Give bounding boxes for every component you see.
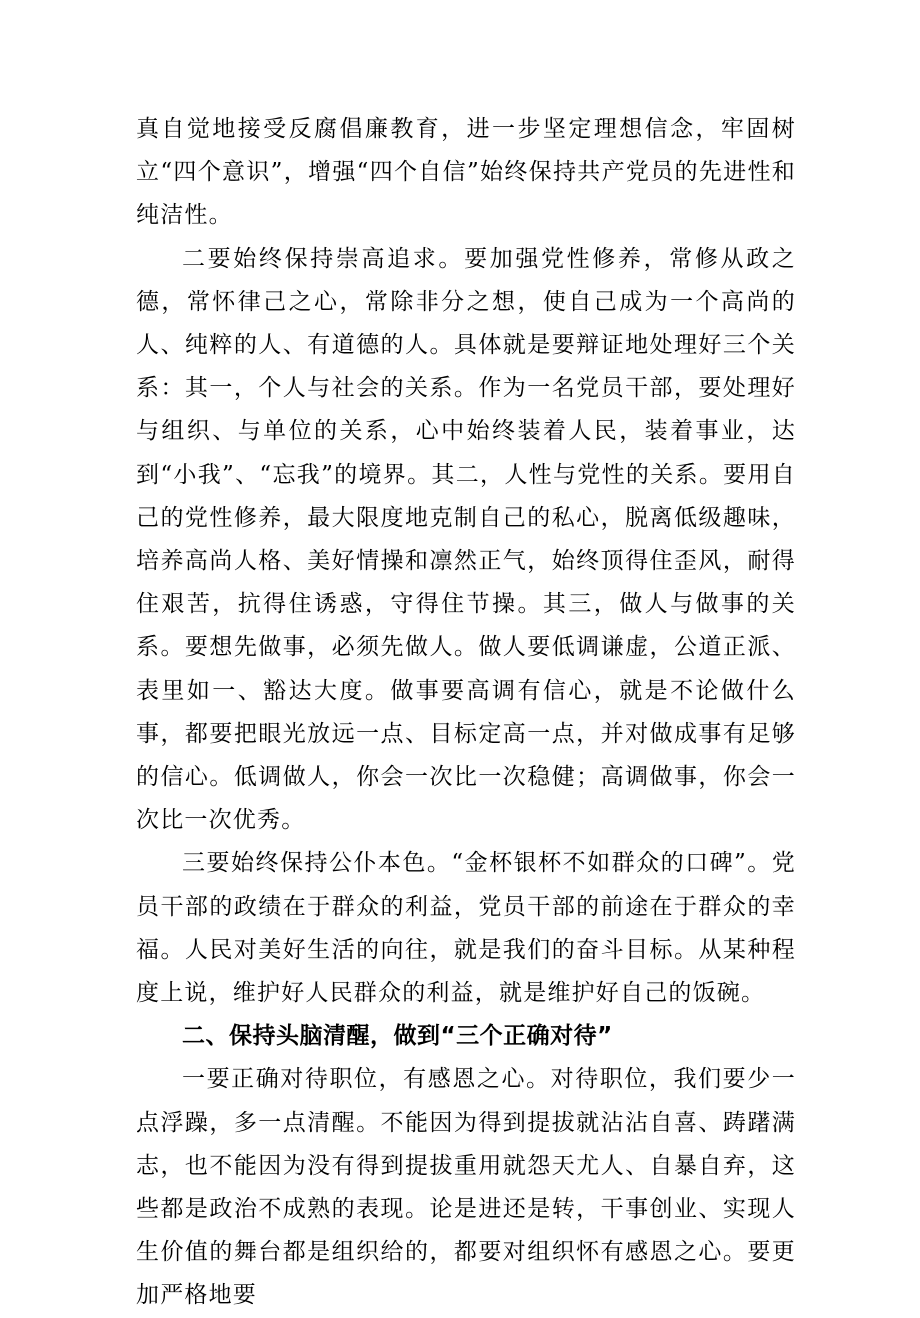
- paragraph-continuation: 真自觉地接受反腐倡廉教育，进一步坚定理想信念，牢固树立“四个意识”，增强“四个自信”始终保持共产党员的先进性和纯洁性。: [136, 116, 796, 229]
- paragraph-public-servant: 三要始终保持公仆本色。“金杯银杯不如群众的口碑”。党员干部的政绩在于群众的利益，党员干部的前途在于群众的幸福。人民对美好生活的向往，就是我们的奋斗目标。从某种程度上说，维护好人民群众的利益，就是维护好自己的饭碗。: [136, 850, 796, 1007]
- paragraph-lofty-pursuit: 二要始终保持崇高追求。要加强党性修养，常修从政之德，常怀律己之心，常除非分之想，使自己成为一个高尚的人、纯粹的人、有道德的人。具体就是要辩证地处理好三个关系：其一，个人与社会的关系。作为一名党员干部，要处理好与组织、与单位的关系，心中始终装着人民，装着事业，达到“小我”、“忘我”的境界。其二，人性与党性的关系。要用自己的党性修养，最大限度地克制自己的私心，脱离低级趣味，培养高尚人格、美好情操和凛然正气，始终顶得住歪风，耐得住艰苦，抗得住诱惑，守得住节操。其三，做人与做事的关系。要想先做事，必须先做人。做人要低调谦虚，公道正派、表里如一、豁达大度。做事要高调有信心，就是不论做什么事，都要把眼光放远一点、目标定高一点，并对做成事有足够的信心。低调做人，你会一次比一次稳健；高调做事，你会一次比一次优秀。: [136, 245, 796, 834]
- section-heading: 二、保持头脑清醒，做到“三个正确对待”: [182, 1023, 613, 1050]
- document-page: [136, 108, 796, 1318]
- paragraph-treat-position: 一要正确对待职位，有感恩之心。对待职位，我们要少一点浮躁，多一点清醒。不能因为得到提拔就沾沾自喜、踌躇满志，也不能因为没有得到提拔重用就怨天尤人、自暴自弃，这些都是政治不成熟的表现。论是进还是转，干事创业、实现人生价值的舞台都是组织给的，都要对组织怀有感恩之心。要更加严格地要: [136, 1066, 796, 1309]
